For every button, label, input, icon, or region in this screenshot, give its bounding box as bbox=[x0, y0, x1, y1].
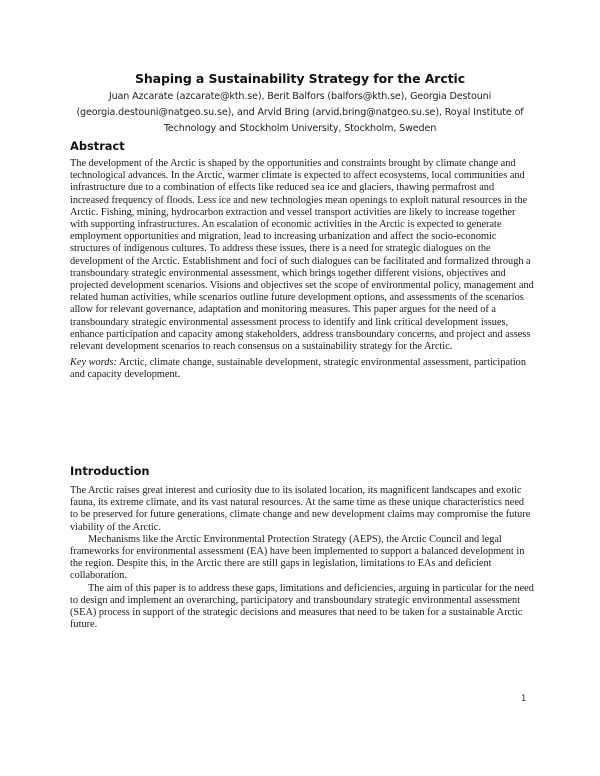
author-affiliations bbox=[66, 89, 534, 137]
paper-title: Shaping a Sustainability Strategy for the Arctic bbox=[134, 71, 466, 86]
keywords-text: Arctic, climate change, sustainable development, strategic environmental assessment, participation and capacity development. bbox=[70, 357, 526, 381]
abstract-section bbox=[70, 158, 534, 382]
keywords-paragraph bbox=[70, 357, 534, 381]
introduction-paragraph-3: The aim of this paper is to address these gaps, limitations and deficiencies, arguing in particular for the need to design and implement an overarching, participatory and transboundary strategic environmental assessment (SEA) process in support of the strategic decisions and measures that need to be taken for a sustainable Arctic future. bbox=[70, 582, 534, 631]
introduction-paragraph-1: The Arctic raises great interest and curiosity due to its isolated location, its magnificent landscapes and exotic fauna, its extreme climate, and its vast natural resources. At the same time as these unique characteristics need to be preserved for future generations, climate change and new development claims may compromise the future viability of the Arctic. bbox=[70, 485, 531, 533]
authors-line-3: Technology and Stockholm University, Stockholm, Sweden bbox=[163, 123, 437, 134]
keywords-label: Key words: bbox=[70, 357, 117, 369]
abstract-heading: Abstract bbox=[70, 139, 125, 153]
authors-line-1: Juan Azcarate (azcarate@kth.se), Berit Balfors (balfors@kth.se), Georgia Destouni bbox=[108, 91, 492, 102]
introduction-paragraph-2: Mechanisms like the Arctic Environmental Protection Strategy (AEPS), the Arctic Council and legal frameworks for environmental assessment (EA) have been implemented to support a balanced development in the region. Despite this, in the Arctic there are still gaps in legislation, limitations to EAs and deficient collaboration. bbox=[70, 533, 525, 582]
abstract-text: The development of the Arctic is shaped by the opportunities and constraints brought by climate change and technological advances. In the Arctic, warmer climate is expected to affect ecosystems, local communities and infrastructure due to a combination of effects like reduced sea ice and glaciers, thawing permafrost and increased frequency of floods. Less ice and new technologies mean openings to exploit natural resources in the Arctic. Fishing, mining, hydrocarbon extraction and vessel transport activities are likely to increase together with supporting infrastructures. An escalation of economic activities in the Arctic is expected to generate employment opportunities and migration, lead to increasing urbanization and affect the socio-economic structures of indigenous cultures. To address these issues, there is a need for strategic dialogues on the development of the Arctic. Establishment and foci of such dialogues can be facilitated and formalized through a transboundary strategic environmental assessment, which brings together different visions, objectives and projected development scenarios. Visions and objectives set the scope of environmental policy, management and related human activities, while scenarios outline future development options, and assessments of the scenarios allow for relevant governance, adaptation and monitoring measures. This paper argues for the need of a transboundary strategic environmental assessment process to identify and link critical development issues, enhance participation and capacity among stakeholders, address transboundary concerns, and project and assess relevant development scenarios to reach consensus on a sustainability strategy for the Arctic. bbox=[70, 158, 534, 353]
introduction-heading: Introduction bbox=[70, 464, 150, 478]
page-number: 1 bbox=[521, 694, 527, 704]
authors-line-2: (georgia.destouni@natgeo.su.se), and Arvid Bring (arvid.bring@natgeo.su.se), Royal Institute of bbox=[76, 107, 524, 118]
introduction-section bbox=[70, 485, 534, 631]
